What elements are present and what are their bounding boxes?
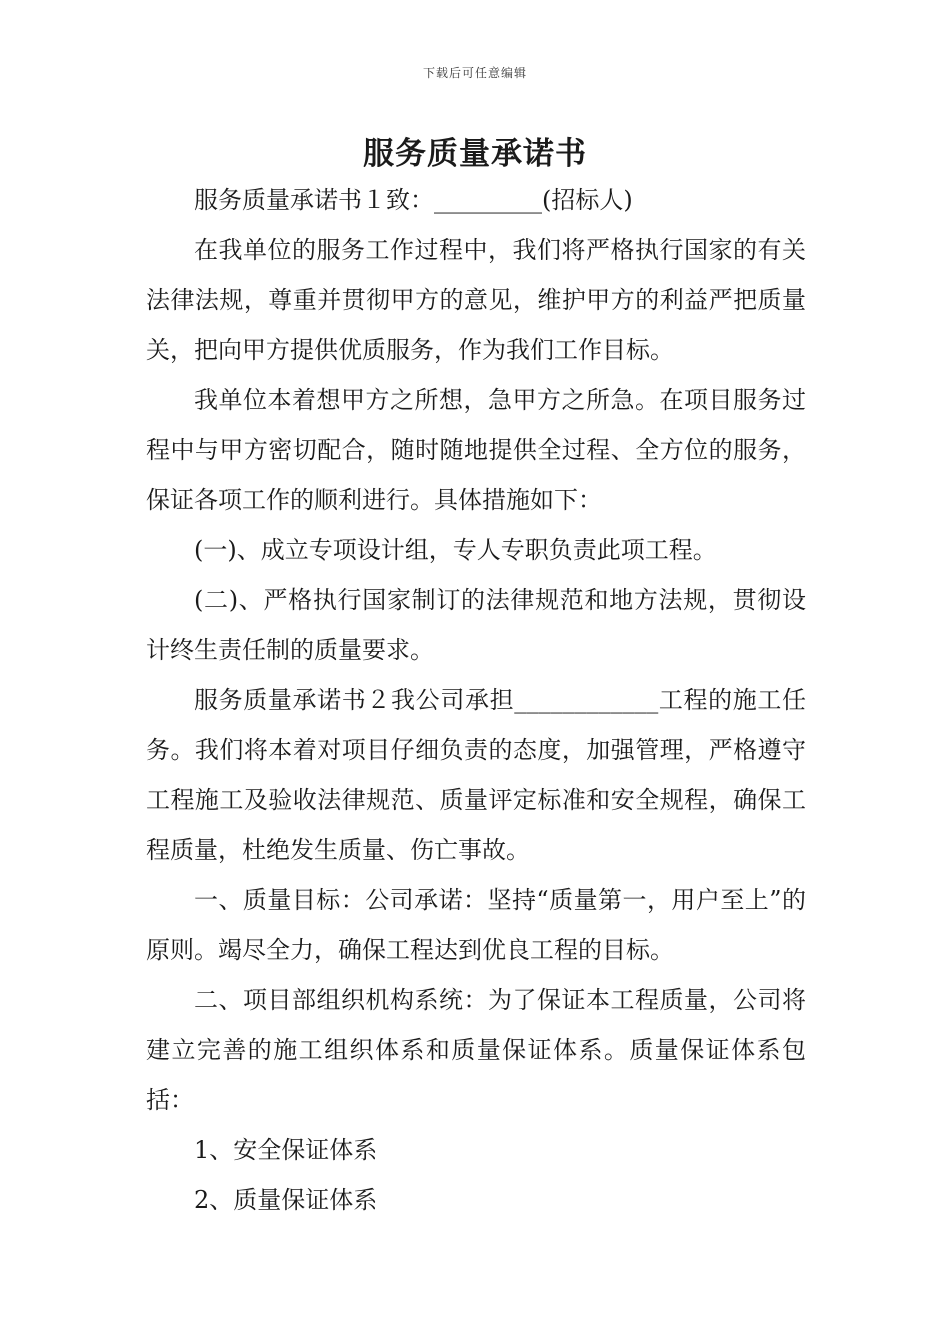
paragraph-cooperation: 我单位本着想甲方之所想，急甲方之所急。在项目服务过程中与甲方密切配合，随时随地提供全过程、全方位的服务，保证各项工作的顺利进行。具体措施如下： bbox=[146, 386, 806, 514]
paragraph-organization: 二、项目部组织机构系统：为了保证本工程质量，公司将建立完善的施工组织体系和质量保证体系。质量保证体系包括： bbox=[146, 986, 806, 1114]
paragraph-intro: 在我单位的服务工作过程中，我们将严格执行国家的有关法律法规，尊重并贯彻甲方的意见，维护甲方的利益严把质量关，把向甲方提供优质服务，作为我们工作目标。 bbox=[146, 236, 806, 364]
paragraph-quality-goal: 一、质量目标：公司承诺：坚持“质量第一，用户至上”的原则。竭尽全力，确保工程达到优良工程的目标。 bbox=[146, 886, 806, 964]
document-title: 服务质量承诺书 bbox=[363, 136, 587, 172]
paragraph-measure-1: (一)、成立专项设计组，专人专职负责此项工程。 bbox=[194, 536, 717, 564]
list-item-safety-system: 1、安全保证体系 bbox=[194, 1136, 378, 1164]
paragraph-addressee: 服务质量承诺书１致：_________(招标人) bbox=[194, 186, 633, 214]
page-header-note: 下载后可任意编辑 bbox=[422, 66, 527, 80]
paragraph-measure-2: (二)、严格执行国家制订的法律规范和地方法规，贯彻设计终生责任制的质量要求。 bbox=[146, 586, 806, 664]
document-body bbox=[146, 175, 806, 1225]
paragraph-commitment-2: 服务质量承诺书２我公司承担____________工程的施工任务。我们将本着对项目仔细负责的态度，加强管理，严格遵守工程施工及验收法律规范、质量评定标准和安全规程，确保工程质量，杜绝发生质量、伤亡事故。 bbox=[146, 686, 806, 864]
list-item-quality-system: 2、质量保证体系 bbox=[194, 1186, 378, 1214]
